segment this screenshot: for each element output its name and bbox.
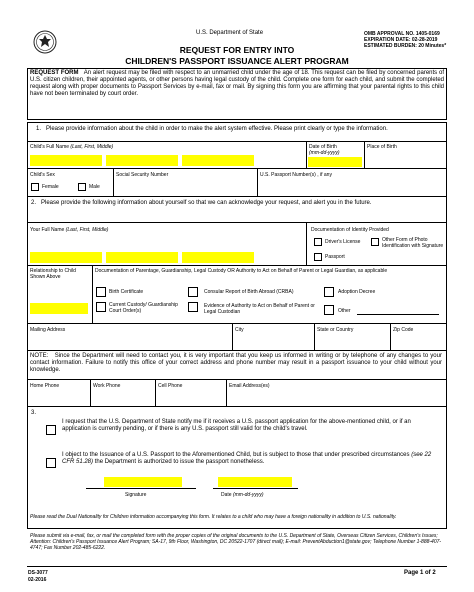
object-text-b: the Department is authorized to issue the passport nonetheless.	[94, 459, 265, 465]
mailing-address-label: Mailing Address	[30, 327, 66, 333]
request-form-label: REQUEST FORM	[30, 70, 79, 76]
object-text	[62, 452, 440, 466]
form-title-line-1: REQUEST FOR ENTRY INTO	[179, 45, 295, 55]
page-number: Page 1 of 2	[404, 570, 436, 576]
note-text	[30, 353, 442, 374]
submission-note: Please submit via e-mail, fax, or mail the completed form with the proper copies of the original documents to the U.S. Department of State, Overseas Citizen Services, Children's Issues; Attention: Children's Passport Issuance Alert Program; SA-17, 9th Floor, Washington, DC 20522-1707 (direct mail); E-mail: PreventAbduction1@state.gov; Telephone Number 1-888-407-4747; Fax Number 202-485-6222.	[30, 533, 442, 551]
divider	[27, 350, 447, 351]
male-label: Male	[89, 184, 100, 190]
custody-order-label: Current Custody/ Guardianship Court Order(s)	[109, 302, 178, 314]
parentage-label: Documentation of Parentage, Guardianship, Legal Custody OR Authority to Act on Behalf of Parent or Legal Guardian, as applicable	[95, 268, 388, 274]
your-name-hint: (Last, First, Middle)	[65, 227, 109, 233]
date-input[interactable]	[218, 477, 292, 487]
divider	[155, 379, 156, 406]
divider	[27, 265, 447, 266]
other-photo-id-label: Other Form of Photo Identification with Signature	[382, 237, 444, 249]
relationship-input[interactable]	[30, 303, 88, 314]
child-last-name-input[interactable]	[30, 155, 102, 166]
child-first-name-input[interactable]	[106, 155, 178, 166]
your-middle-name-input[interactable]	[182, 252, 254, 263]
note-label: NOTE:	[30, 353, 49, 359]
signature-input[interactable]	[104, 477, 182, 487]
birth-certificate-checkbox[interactable]	[96, 287, 106, 297]
section-2-number: 2.	[31, 200, 37, 206]
date-label-text: Date	[221, 492, 232, 498]
other-doc-line	[357, 314, 439, 315]
your-name-label	[30, 227, 108, 233]
child-dob-input[interactable]	[308, 157, 362, 167]
divider	[232, 323, 233, 350]
male-checkbox[interactable]	[78, 183, 86, 191]
divider	[27, 222, 447, 223]
state-label: State or Country	[317, 327, 354, 333]
city-label: City	[235, 327, 244, 333]
other-doc-label: Other	[338, 308, 351, 314]
passport-number-label: U.S. Passport Number(s) , if any	[260, 172, 332, 178]
cell-phone-label: Cell Phone	[158, 383, 183, 389]
custody-order-checkbox[interactable]	[96, 302, 106, 312]
female-checkbox[interactable]	[31, 183, 39, 191]
divider	[306, 141, 307, 168]
section-3-number: 3.	[31, 410, 37, 416]
passport-label: Passport	[325, 254, 345, 260]
object-text-a: I object to the Issuance of a U.S. Passport to the Aforementioned Child, but is subject to those that under prescribed circumstances	[62, 452, 410, 458]
note-body: Since the Department will need to contact you, it is very important that you keep us informed in writing or by telephone of any changes to your contact information. Failure to notify this office of your correct address and phone number may result in a passport issuance to your child without your knowledge.	[30, 353, 442, 373]
footer-rule	[27, 566, 447, 567]
child-dob-hint: (mm-dd-yyyy)	[309, 150, 340, 156]
child-pob-label: Place of Birth	[367, 144, 397, 150]
child-middle-name-input[interactable]	[182, 155, 254, 166]
date-hint: (mm-dd-yyyy)	[232, 492, 264, 498]
home-phone-label: Home Phone	[30, 383, 60, 389]
divider	[92, 265, 93, 323]
adoption-decree-label: Adoption Decree	[338, 289, 376, 295]
passport-checkbox[interactable]	[314, 253, 322, 261]
request-form-text	[30, 70, 444, 98]
notify-checkbox[interactable]	[46, 425, 56, 435]
child-name-label-text: Child's Full Name	[30, 144, 70, 150]
object-checkbox[interactable]	[46, 458, 56, 468]
child-name-label	[30, 144, 113, 150]
object-cfr-citation: (see 22 CFR 51.28)	[62, 452, 432, 465]
section-1-number: 1.	[36, 126, 42, 132]
crba-label: Consular Report of Birth Abroad (CRBA)	[204, 289, 294, 295]
date-line	[213, 488, 298, 489]
request-form-body: An alert request may be filed with respect to an unmarried child under the age of 18. This request can be filed by concerned parents of U.S. citizen children, their appointed agents, or other persons having legal custody of the child. Complete one form for each child, and submit the completed request along with proper documents to Passport Services by e-mail, fax or mail. By signing this form you are affirming that your parental rights to this child have not been terminated by court order.	[30, 70, 445, 97]
divider	[257, 168, 258, 196]
other-doc-checkbox[interactable]	[324, 305, 334, 315]
form-number: DS-3077	[28, 570, 48, 576]
crba-checkbox[interactable]	[188, 287, 198, 297]
date-label	[221, 492, 264, 498]
child-sex-label: Child's Sex	[30, 172, 55, 178]
drivers-license-label: Driver's License	[325, 239, 361, 245]
form-date: 02-2016	[28, 577, 47, 583]
birth-certificate-label: Birth Certificate	[109, 289, 144, 295]
relationship-label: Relationship to Child Shown Above	[30, 268, 76, 280]
zip-label: Zip Code	[393, 327, 414, 333]
female-label: Female	[42, 184, 59, 190]
divider	[306, 222, 307, 265]
your-last-name-input[interactable]	[30, 252, 102, 263]
drivers-license-checkbox[interactable]	[314, 238, 322, 246]
child-dob-label: Date of Birth	[309, 144, 337, 150]
divider	[27, 196, 447, 197]
child-name-hint: (Last, First, Middle)	[70, 144, 114, 150]
divider	[113, 168, 114, 196]
evidence-authority-checkbox[interactable]	[188, 302, 198, 312]
omb-line-2: EXPIRATION DATE: 02-28-2019	[364, 37, 438, 43]
your-name-label-text: Your Full Name	[30, 227, 65, 233]
divider	[27, 406, 447, 407]
doc-id-label: Documentation of Identity Provided	[311, 227, 389, 233]
divider	[314, 323, 315, 350]
ssn-label: Social Security Number	[116, 172, 169, 178]
section-1-instruction: Please provide information about the child in order to make the alert system effective. Please print clearly or type the information.	[46, 126, 388, 132]
divider	[27, 168, 447, 169]
email-label: Email Address(es)	[229, 383, 270, 389]
signature-line	[86, 488, 196, 489]
omb-line-3: ESTIMATED BURDEN: 20 Minutes*	[364, 43, 447, 49]
section-2-instruction: Please provide the following information about yourself so that we can acknowledge your request, and alert you in the future.	[41, 200, 372, 206]
divider	[27, 141, 447, 142]
evidence-authority-label: Evidence of Authority to Act on Behalf of Parent or Legal Custodian	[204, 303, 315, 315]
department-name: U.S. Department of State	[196, 30, 264, 36]
divider	[226, 379, 227, 406]
your-first-name-input[interactable]	[106, 252, 178, 263]
divider	[390, 323, 391, 350]
dual-nationality-note: Please read the Dual Nationality for Children information accompanying this form. It relates to a child who may have a foreign nationality in addition to U.S. nationality.	[30, 514, 397, 520]
omb-line-1: OMB APPROVAL NO. 1405-0169	[364, 31, 440, 37]
work-phone-label: Work Phone	[93, 383, 121, 389]
divider	[27, 323, 447, 324]
divider	[90, 379, 91, 406]
form-title-line-2: CHILDREN'S PASSPORT ISSUANCE ALERT PROGRAM	[125, 56, 349, 66]
divider	[364, 141, 365, 168]
other-photo-id-checkbox[interactable]	[371, 238, 379, 246]
notify-text: I request that the U.S. Department of State notify me if it receives a U.S. passport application for the above-mentioned child, or if an application is currently pending, or if there is any U.S. passport still valid for the child's travel.	[62, 419, 411, 432]
adoption-decree-checkbox[interactable]	[324, 287, 334, 297]
signature-label: Signature	[125, 492, 147, 498]
